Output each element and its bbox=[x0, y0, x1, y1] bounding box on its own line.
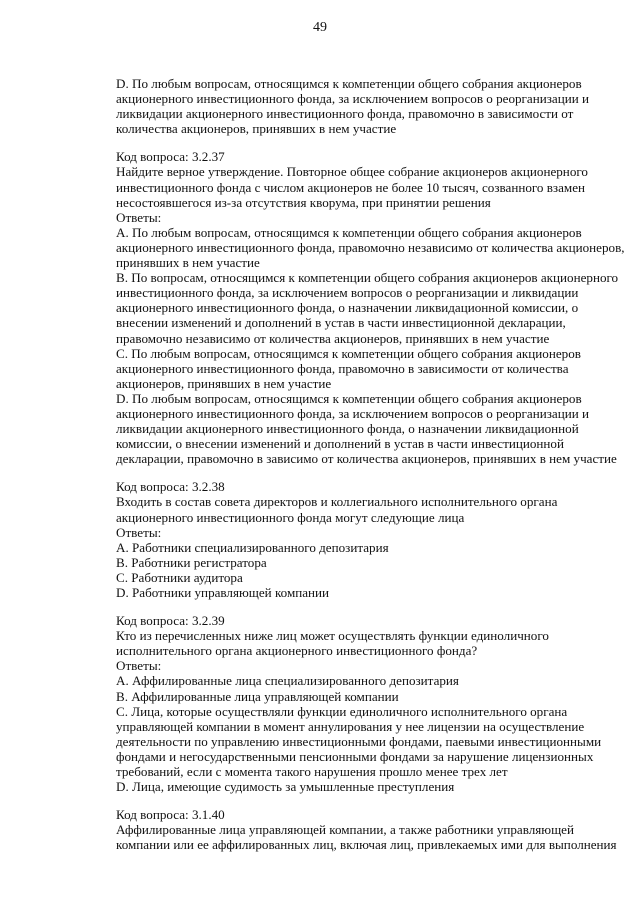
question-block-3-2-39 bbox=[116, 613, 626, 794]
answer-line: требований, если с момента такого нарушения прошло менее трех лет bbox=[116, 764, 508, 780]
text-line: ликвидации акционерного инвестиционного фонда, правомочно в зависимости от bbox=[116, 106, 574, 122]
question-text-line: Кто из перечисленных ниже лиц может осуществлять функции единоличного bbox=[116, 628, 549, 644]
answer-line: деятельности по управлению инвестиционными фондами, паевыми инвестиционными bbox=[116, 733, 602, 749]
text-line: акционерного инвестиционного фонда, за исключением вопросов о реорганизации и bbox=[116, 91, 590, 107]
question-text-line: инвестиционного фонда с числом акционеров не более 10 тысяч, созванного взамен bbox=[116, 179, 586, 195]
answer-line: B. По вопросам, относящимся к компетенции общего собрания акционеров акционерного bbox=[116, 270, 619, 286]
intro-answer-block bbox=[116, 76, 626, 136]
answer-line: C. Лица, которые осуществляли функции единоличного исполнительного органа bbox=[116, 703, 568, 719]
answer-line: принявших в нем участие bbox=[116, 255, 260, 271]
answer-line: C. По любым вопросам, относящимся к компетенции общего собрания акционеров bbox=[116, 345, 581, 361]
question-block-3-2-38 bbox=[116, 479, 626, 600]
answer-line: акционерного инвестиционного фонда, за исключением вопросов о реорганизации и bbox=[116, 405, 590, 421]
text-line: D. По любым вопросам, относящимся к компетенции общего собрания акционеров bbox=[116, 76, 582, 91]
question-text-line: акционерного инвестиционного фонда могут следующие лица bbox=[116, 509, 465, 525]
answer-line: правомочно независимо от количества акционеров, принявших в нем участие bbox=[116, 330, 550, 346]
question-text-line: Входить в состав совета директоров и коллегиального исполнительного органа bbox=[116, 494, 558, 510]
question-block-3-1-40 bbox=[116, 807, 626, 852]
question-text-line: Аффилированные лица управляющей компании, а также работники управляющей bbox=[116, 822, 574, 838]
question-text-line: несостоявшегося из-за отсутствия кворума, при принятии решения bbox=[116, 194, 491, 210]
page-content bbox=[116, 76, 626, 866]
answer-line: акционерного инвестиционного фонда, о назначении ликвидационной комиссии, о bbox=[116, 300, 579, 316]
answer-line: D. Работники управляющей компании bbox=[116, 585, 330, 600]
question-text-line: исполнительного органа акционерного инвестиционного фонда? bbox=[116, 643, 478, 659]
answer-line: акционерного инвестиционного фонда, правомочно независимо от количества акционеров, bbox=[116, 239, 625, 255]
answer-line: A. По любым вопросам, относящимся к компетенции общего собрания акционеров bbox=[116, 224, 582, 240]
question-code: Код вопроса: 3.2.39 bbox=[116, 613, 225, 629]
answer-line: A. Аффилированные лица специализированного депозитария bbox=[116, 673, 459, 689]
answer-line: D. По любым вопросам, относящимся к компетенции общего собрания акционеров bbox=[116, 390, 582, 406]
question-text-line: Найдите верное утверждение. Повторное общее собрание акционеров акционерного bbox=[116, 164, 588, 180]
answer-line: D. Лица, имеющие судимость за умышленные преступления bbox=[116, 779, 455, 795]
answer-line: B. Аффилированные лица управляющей компании bbox=[116, 688, 399, 704]
answers-heading: Ответы: bbox=[116, 524, 162, 540]
answer-line: управляющей компании в момент аннулирования у нее лицензии на осуществление bbox=[116, 718, 585, 734]
question-code: Код вопроса: 3.2.38 bbox=[116, 479, 225, 495]
answer-line: инвестиционного фонда, за исключением вопросов о реорганизации и ликвидации bbox=[116, 285, 579, 301]
answer-line: акционеров, принявших в нем участие bbox=[116, 375, 332, 391]
answer-line: внесении изменений и дополнений в устав в части инвестиционной декларации, bbox=[116, 315, 566, 331]
answer-line: B. Работники регистратора bbox=[116, 554, 267, 570]
answer-line: C. Работники аудитора bbox=[116, 569, 243, 585]
question-code: Код вопроса: 3.1.40 bbox=[116, 807, 225, 823]
answer-line: комиссии, о внесении изменений и дополнений в устав в части инвестиционной bbox=[116, 436, 564, 452]
text-line: количества акционеров, принявших в нем участие bbox=[116, 121, 397, 137]
question-block-3-2-37 bbox=[116, 149, 626, 466]
answer-line: декларации, правомочно в зависимо от количества акционеров, принявших в нем участие bbox=[116, 451, 617, 467]
answers-heading: Ответы: bbox=[116, 658, 162, 674]
answer-line: акционерного инвестиционного фонда, правомочно в зависимости от количества bbox=[116, 360, 569, 376]
answer-line: фондами и негосударственными пенсионными фондами за нарушение лицензионных bbox=[116, 748, 594, 764]
question-code: Код вопроса: 3.2.37 bbox=[116, 149, 225, 165]
answer-line: A. Работники специализированного депозитария bbox=[116, 539, 389, 555]
answers-heading: Ответы: bbox=[116, 209, 162, 225]
answer-line: ликвидации акционерного инвестиционного фонда, о назначении ликвидационной bbox=[116, 421, 579, 437]
page-number: 49 bbox=[313, 20, 327, 35]
question-text-line: компании или ее аффилированных лиц, включая лиц, привлекаемых ими для выполнения bbox=[116, 837, 617, 853]
